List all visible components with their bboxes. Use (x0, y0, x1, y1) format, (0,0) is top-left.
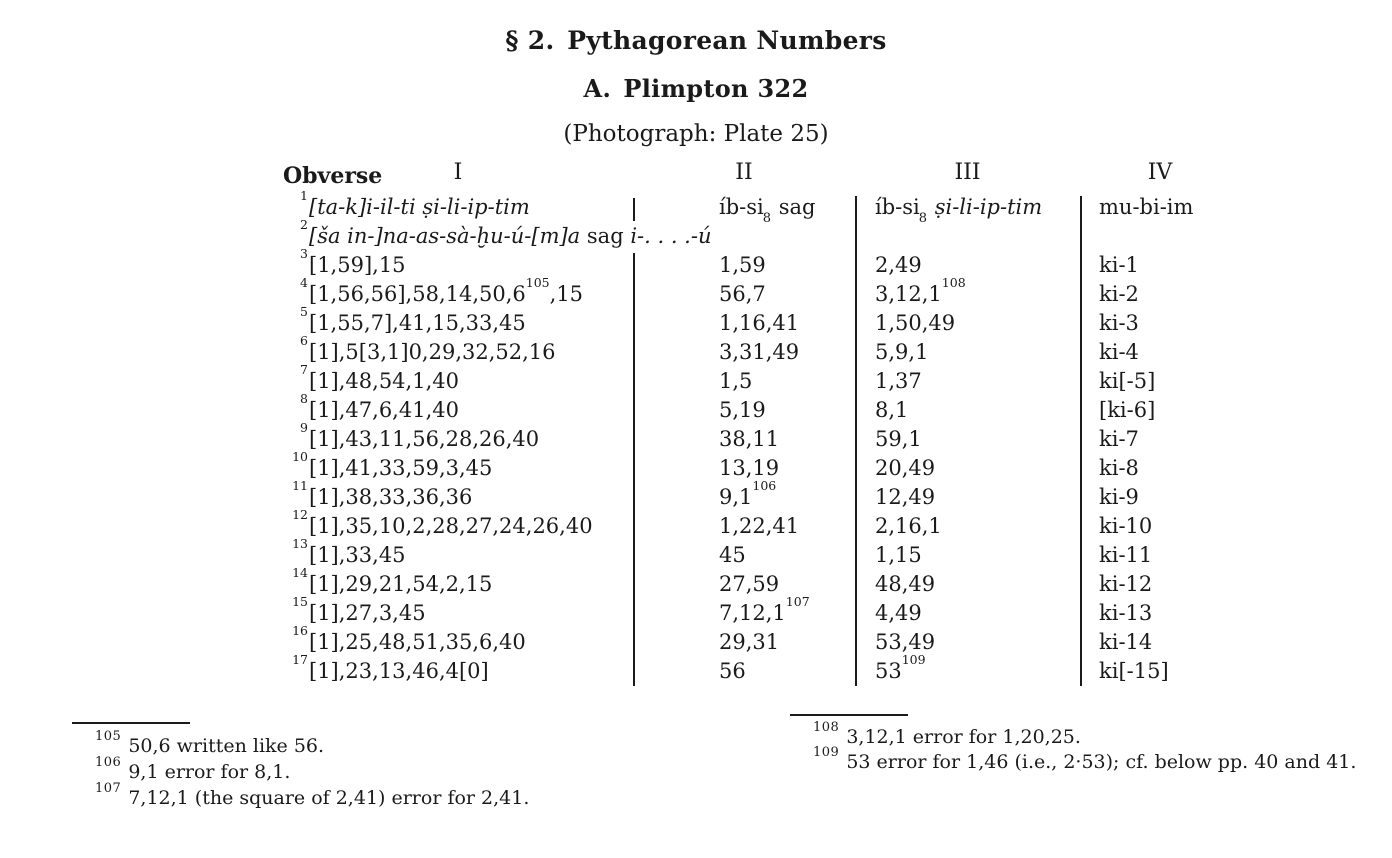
col-iv-cell: ki-8 (1099, 456, 1139, 480)
section-title: § 2. Pythagorean Numbers (505, 26, 887, 55)
column-header-i: I (453, 160, 463, 185)
col-iv-cell: ki[-5] (1099, 369, 1156, 393)
col-ii-cell: 38,11 (719, 427, 780, 451)
col-iv-cell: ki-3 (1099, 311, 1139, 335)
col-ii-cell: 29,31 (719, 630, 780, 654)
col-ii-cell: 56,7 (719, 282, 766, 306)
footnote-block-right (790, 714, 1390, 775)
col-ii-cell: 3,31,49 (719, 340, 800, 364)
plimpton-322-table (283, 160, 1243, 690)
col-iii-cell: 2,16,1 (875, 514, 942, 538)
col-iii-cell: $53^{109}$ (875, 652, 926, 683)
footnote-number: 105 (95, 728, 122, 744)
col-ii-cell: 45 (719, 543, 746, 567)
col-iii-cell: 20,49 (875, 456, 936, 480)
col-iii-cell: 48,49 (875, 572, 936, 596)
col-iii-cell: 5,9,1 (875, 340, 929, 364)
table-row (283, 333, 1243, 367)
table-row (283, 391, 1243, 425)
column-header-ii: II (735, 160, 753, 185)
obverse-label: Obverse (283, 163, 383, 189)
column-rule-i-ii (633, 253, 635, 686)
footnote-rule-right (790, 714, 908, 716)
col-iv-cell: ki-7 (1099, 427, 1139, 451)
column-rule-iii-iv (1080, 196, 1082, 686)
col-ii-cell: 7,12,1$^{107}$ (719, 594, 810, 625)
col-iv-cell: ki-11 (1099, 543, 1153, 567)
col-ii-cell: 1,5 (719, 369, 753, 393)
col-i-cell: $^1$[ta-k]i-il-ti ṣi-li-ip-tim (300, 188, 530, 219)
col-iii-cell: 1,15 (875, 543, 922, 567)
col-ii-cell: $9,1^{106}$ (719, 478, 777, 509)
spanning-line: $^2$[ša in-]na-as-sà-ḫu-ú-[m]a sag i-. . . .-ú (300, 217, 712, 248)
table-row (283, 536, 1243, 570)
col-i-cell: $^9$[1],43,11,56,28,26,40 (300, 420, 540, 451)
col-i-cell: $^{15}$[1],27,3,45 (292, 594, 426, 625)
col-iii-cell: 3,12,1$^{108}$ (875, 275, 966, 306)
col-iv-cell: ki-4 (1099, 340, 1139, 364)
col-iii-cell: 1,37 (875, 369, 922, 393)
col-iv-cell: ki[-15] (1099, 659, 1169, 683)
footnote-number: 107 (95, 780, 122, 796)
footnote-number: 108 (813, 719, 840, 735)
table-row (283, 275, 1243, 309)
table-row (283, 362, 1243, 396)
col-i-cell: $^3$[1,59],15 (300, 246, 406, 277)
col-iii-cell: 2,49 (875, 253, 922, 277)
tablet-title: A. Plimpton 322 (583, 74, 809, 103)
col-i-cell: $^6$[1],5[3,1]0,29,32,52,16 (300, 333, 556, 364)
col-ii-cell: 1,16,41 (719, 311, 800, 335)
col-i-cell: $^7$[1],48,54,1,40 (300, 362, 459, 393)
table-row (283, 217, 1243, 251)
col-ii-cell: $íb-si_8$ sag (719, 195, 816, 227)
col-iv-cell: ki-2 (1099, 282, 1139, 306)
col-i-cell: $^{13}$[1],33,45 (292, 536, 406, 567)
table-row (283, 652, 1243, 686)
table-row (283, 304, 1243, 338)
col-iv-cell: mu-bi-im (1099, 195, 1194, 219)
col-ii-cell: 5,19 (719, 398, 766, 422)
table-row (283, 478, 1243, 512)
table-row (283, 565, 1243, 599)
col-i-cell: $^5$[1,55,7],41,15,33,45 (300, 304, 526, 335)
col-i-cell: $^8$[1],47,6,41,40 (300, 391, 459, 422)
title-block (0, 26, 1392, 147)
col-iv-cell: ki-1 (1099, 253, 1139, 277)
col-i-cell: $^{11}$[1],38,33,36,36 (292, 478, 473, 509)
col-i-cell: $^{14}$[1],29,21,54,2,15 (292, 565, 493, 596)
table-row (283, 246, 1243, 280)
col-iv-cell: ki-12 (1099, 572, 1153, 596)
footnote-number: 106 (95, 754, 122, 770)
column-rule-ii-iii (855, 196, 857, 686)
col-iii-cell: $íb-si_8$ ṣi-li-ip-tim (875, 195, 1043, 227)
col-iv-cell: ki-14 (1099, 630, 1153, 654)
column-header-iv: IV (1147, 160, 1173, 185)
col-iii-cell: 1,50,49 (875, 311, 956, 335)
col-i-cell: $^{10}$[1],41,33,59,3,45 (292, 449, 493, 480)
col-iv-cell: [ki-6] (1099, 398, 1156, 422)
table-row (283, 594, 1243, 628)
footnote: $^{106}$ 9,1 error for 8,1. (95, 754, 291, 783)
footnote-number: 109 (813, 744, 840, 760)
col-iii-cell: 53,49 (875, 630, 936, 654)
footnote: $^{109}$ 53 error for 1,46 (i.e., 2·53); cf. below pp. 40 and 41. (813, 744, 1357, 773)
column-header-iii: III (954, 160, 981, 185)
table-body (283, 188, 1243, 686)
footnote: $^{108}$ 3,12,1 error for 1,20,25. (813, 719, 1081, 748)
col-i-cell: $^{17}$[1],23,13,46,4[0] (292, 652, 489, 683)
table-row (283, 420, 1243, 454)
col-ii-cell: 27,59 (719, 572, 780, 596)
footnote-rule-left (72, 722, 190, 724)
col-i-cell: $^{16}$[1],25,48,51,35,6,40 (292, 623, 526, 654)
col-iii-cell: 12,49 (875, 485, 936, 509)
col-iii-cell: 59,1 (875, 427, 922, 451)
footnote-block-left (72, 722, 712, 811)
col-iv-cell: ki-9 (1099, 485, 1139, 509)
footnote: $^{107}$ 7,12,1 (the square of 2,41) error for 2,41. (95, 780, 530, 809)
col-ii-cell: 56 (719, 659, 746, 683)
col-iv-cell: ki-13 (1099, 601, 1153, 625)
col-i-cell: $^4$[1,56,56],58,14,50,6$^{105}$,15 (300, 275, 584, 306)
col-iv-cell: ki-10 (1099, 514, 1153, 538)
table-row (283, 623, 1243, 657)
col-ii-cell: 1,59 (719, 253, 766, 277)
col-ii-cell: 1,22,41 (719, 514, 800, 538)
col-iii-cell: 4,49 (875, 601, 922, 625)
col-iii-cell: 8,1 (875, 398, 909, 422)
table-row (283, 507, 1243, 541)
photograph-note: (Photograph: Plate 25) (563, 121, 829, 147)
table-header-row (283, 160, 1243, 193)
table-row (283, 188, 1243, 227)
col-i-cell: $^{12}$[1],35,10,2,28,27,24,26,40 (292, 507, 593, 538)
footnote: $^{105}$ 50,6 written like 56. (95, 728, 325, 757)
col-ii-cell: 13,19 (719, 456, 780, 480)
column-rule-i-ii-top (633, 198, 635, 221)
